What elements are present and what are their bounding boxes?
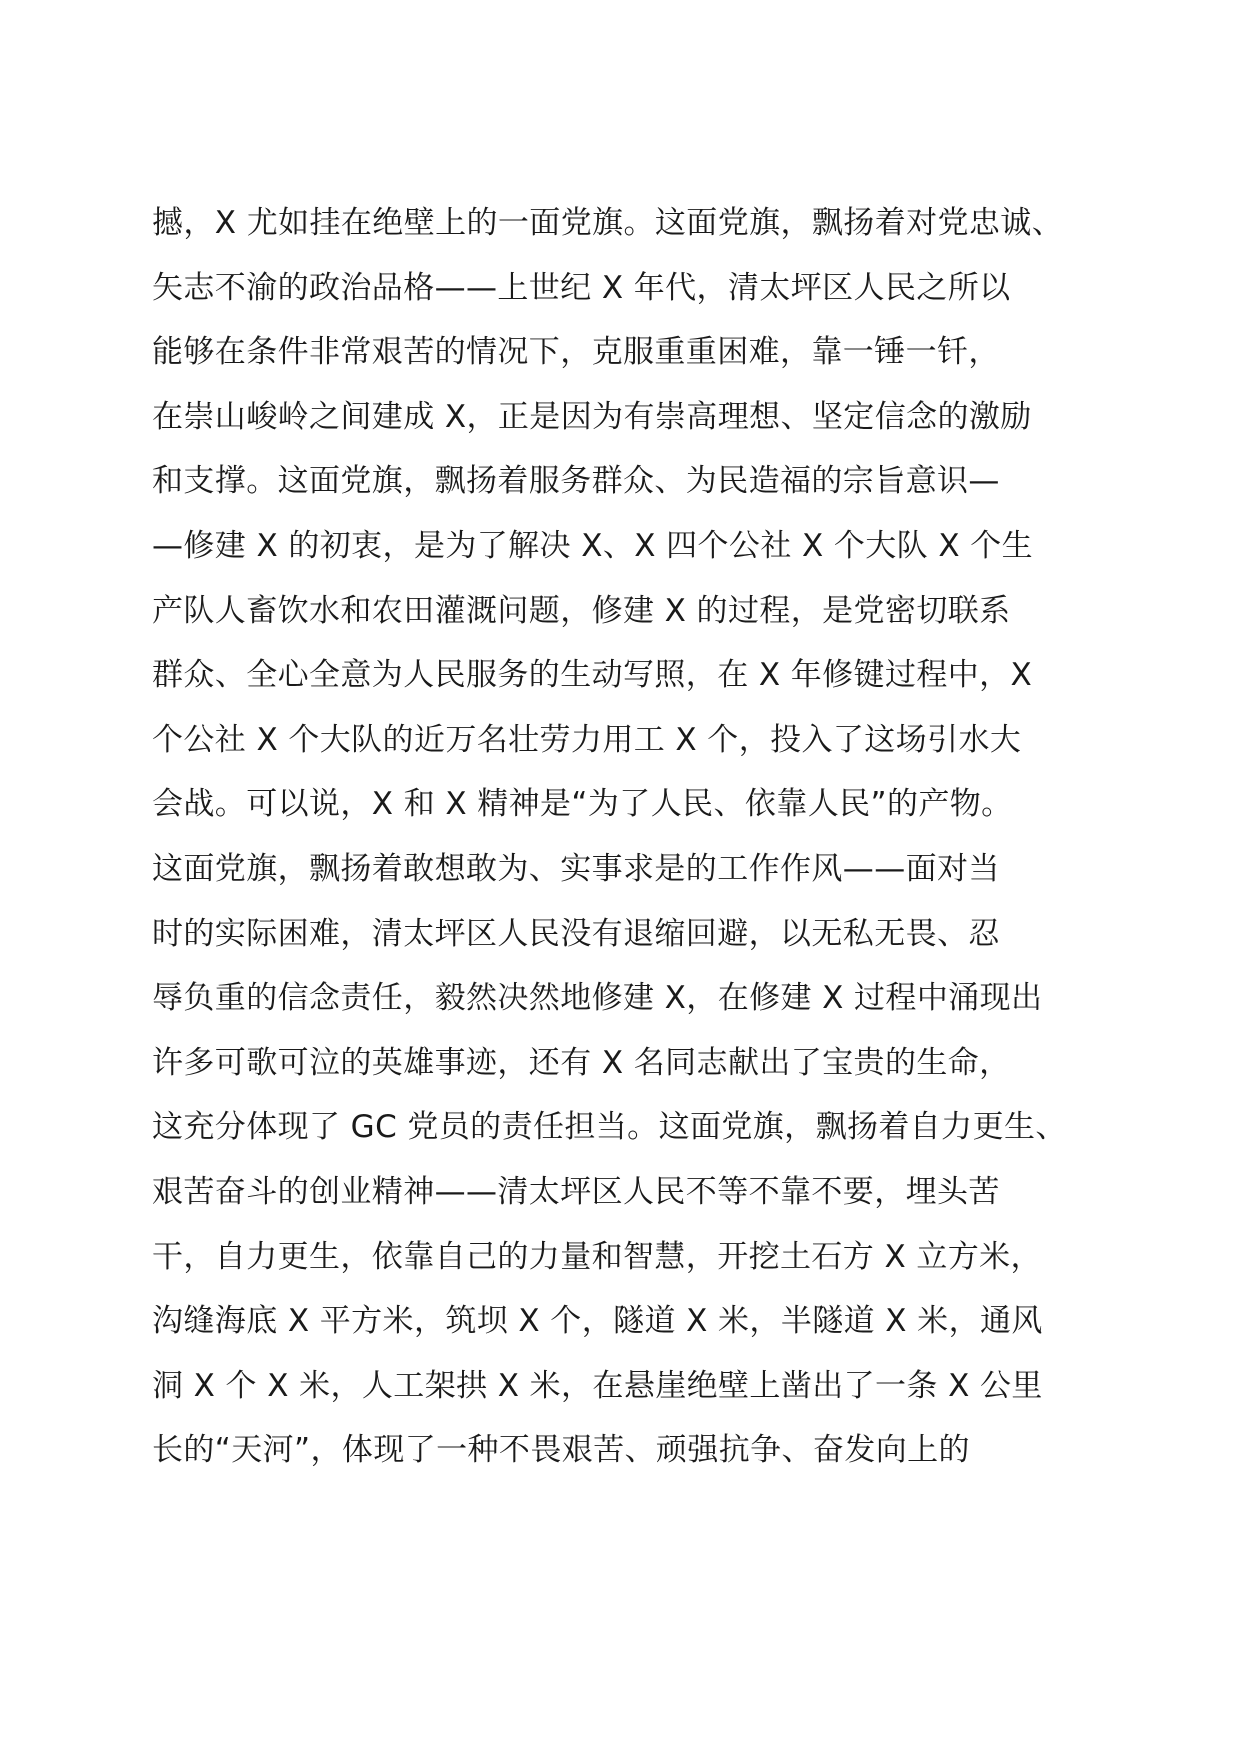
text-line: 沟缝海底 X 平方米，筑坝 X 个，隧道 X 米，半隧道 X 米，通风 bbox=[152, 1303, 1043, 1340]
text-line: 洞 X 个 X 米，人工架拱 X 米，在悬崖绝壁上凿出了一条 X 公里 bbox=[152, 1367, 1043, 1404]
text-line: 辱负重的信念责任，毅然决然地修建 X，在修建 X 过程中涌现出 bbox=[152, 980, 1043, 1017]
text-line: 艰苦奋斗的创业精神——清太坪区人民不等不靠不要，埋头苦 bbox=[152, 1173, 1000, 1210]
text-line: 在崇山峻岭之间建成 X，正是因为有崇高理想、坚定信念的激励 bbox=[152, 398, 1032, 435]
text-line: 时的实际困难，清太坪区人民没有退缩回避，以无私无畏、忍 bbox=[152, 915, 1000, 952]
text-line: 个公社 X 个大队的近万名壮劳力用工 X 个，投入了这场引水大 bbox=[152, 721, 1022, 758]
text-line: 会战。可以说，X 和 X 精神是“为了人民、依靠人民”的产物。 bbox=[152, 786, 1013, 823]
body-paragraph bbox=[152, 191, 1112, 1483]
text-line: 这面党旗，飘扬着敢想敢为、实事求是的工作作风——面对当 bbox=[152, 850, 1000, 887]
text-line: 干，自力更生，依靠自己的力量和智慧，开挖土石方 X 立方米， bbox=[152, 1238, 1042, 1275]
text-line: 和支撑。这面党旗，飘扬着服务群众、为民造福的宗旨意识— bbox=[152, 463, 1000, 500]
text-line: 撼，X 尤如挂在绝壁上的一面党旗。这面党旗，飘扬着对党忠诚、 bbox=[152, 205, 1064, 241]
text-line: 能够在条件非常艰苦的情况下，克服重重困难，靠一锤一钎， bbox=[152, 334, 1000, 371]
text-line: 群众、全心全意为人民服务的生动写照，在 X 年修键过程中，X bbox=[152, 657, 1033, 694]
text-line: 矢志不渝的政治品格——上世纪 X 年代，清太坪区人民之所以 bbox=[152, 269, 1011, 306]
text-line: —修建 X 的初衷，是为了解决 X、X 四个公社 X 个大队 X 个生 bbox=[152, 527, 1034, 564]
text-line: 产队人畜饮水和农田灌溉问题，修建 X 的过程，是党密切联系 bbox=[152, 592, 1011, 629]
text-line: 长的“天河”，体现了一种不畏艰苦、顽强抗争、奋发向上的 bbox=[152, 1432, 970, 1469]
text-line: 许多可歌可泣的英雄事迹，还有 X 名同志献出了宝贵的生命， bbox=[152, 1044, 1011, 1081]
text-line: 这充分体现了 GC 党员的责任担当。这面党旗，飘扬着自力更生、 bbox=[152, 1109, 1067, 1146]
